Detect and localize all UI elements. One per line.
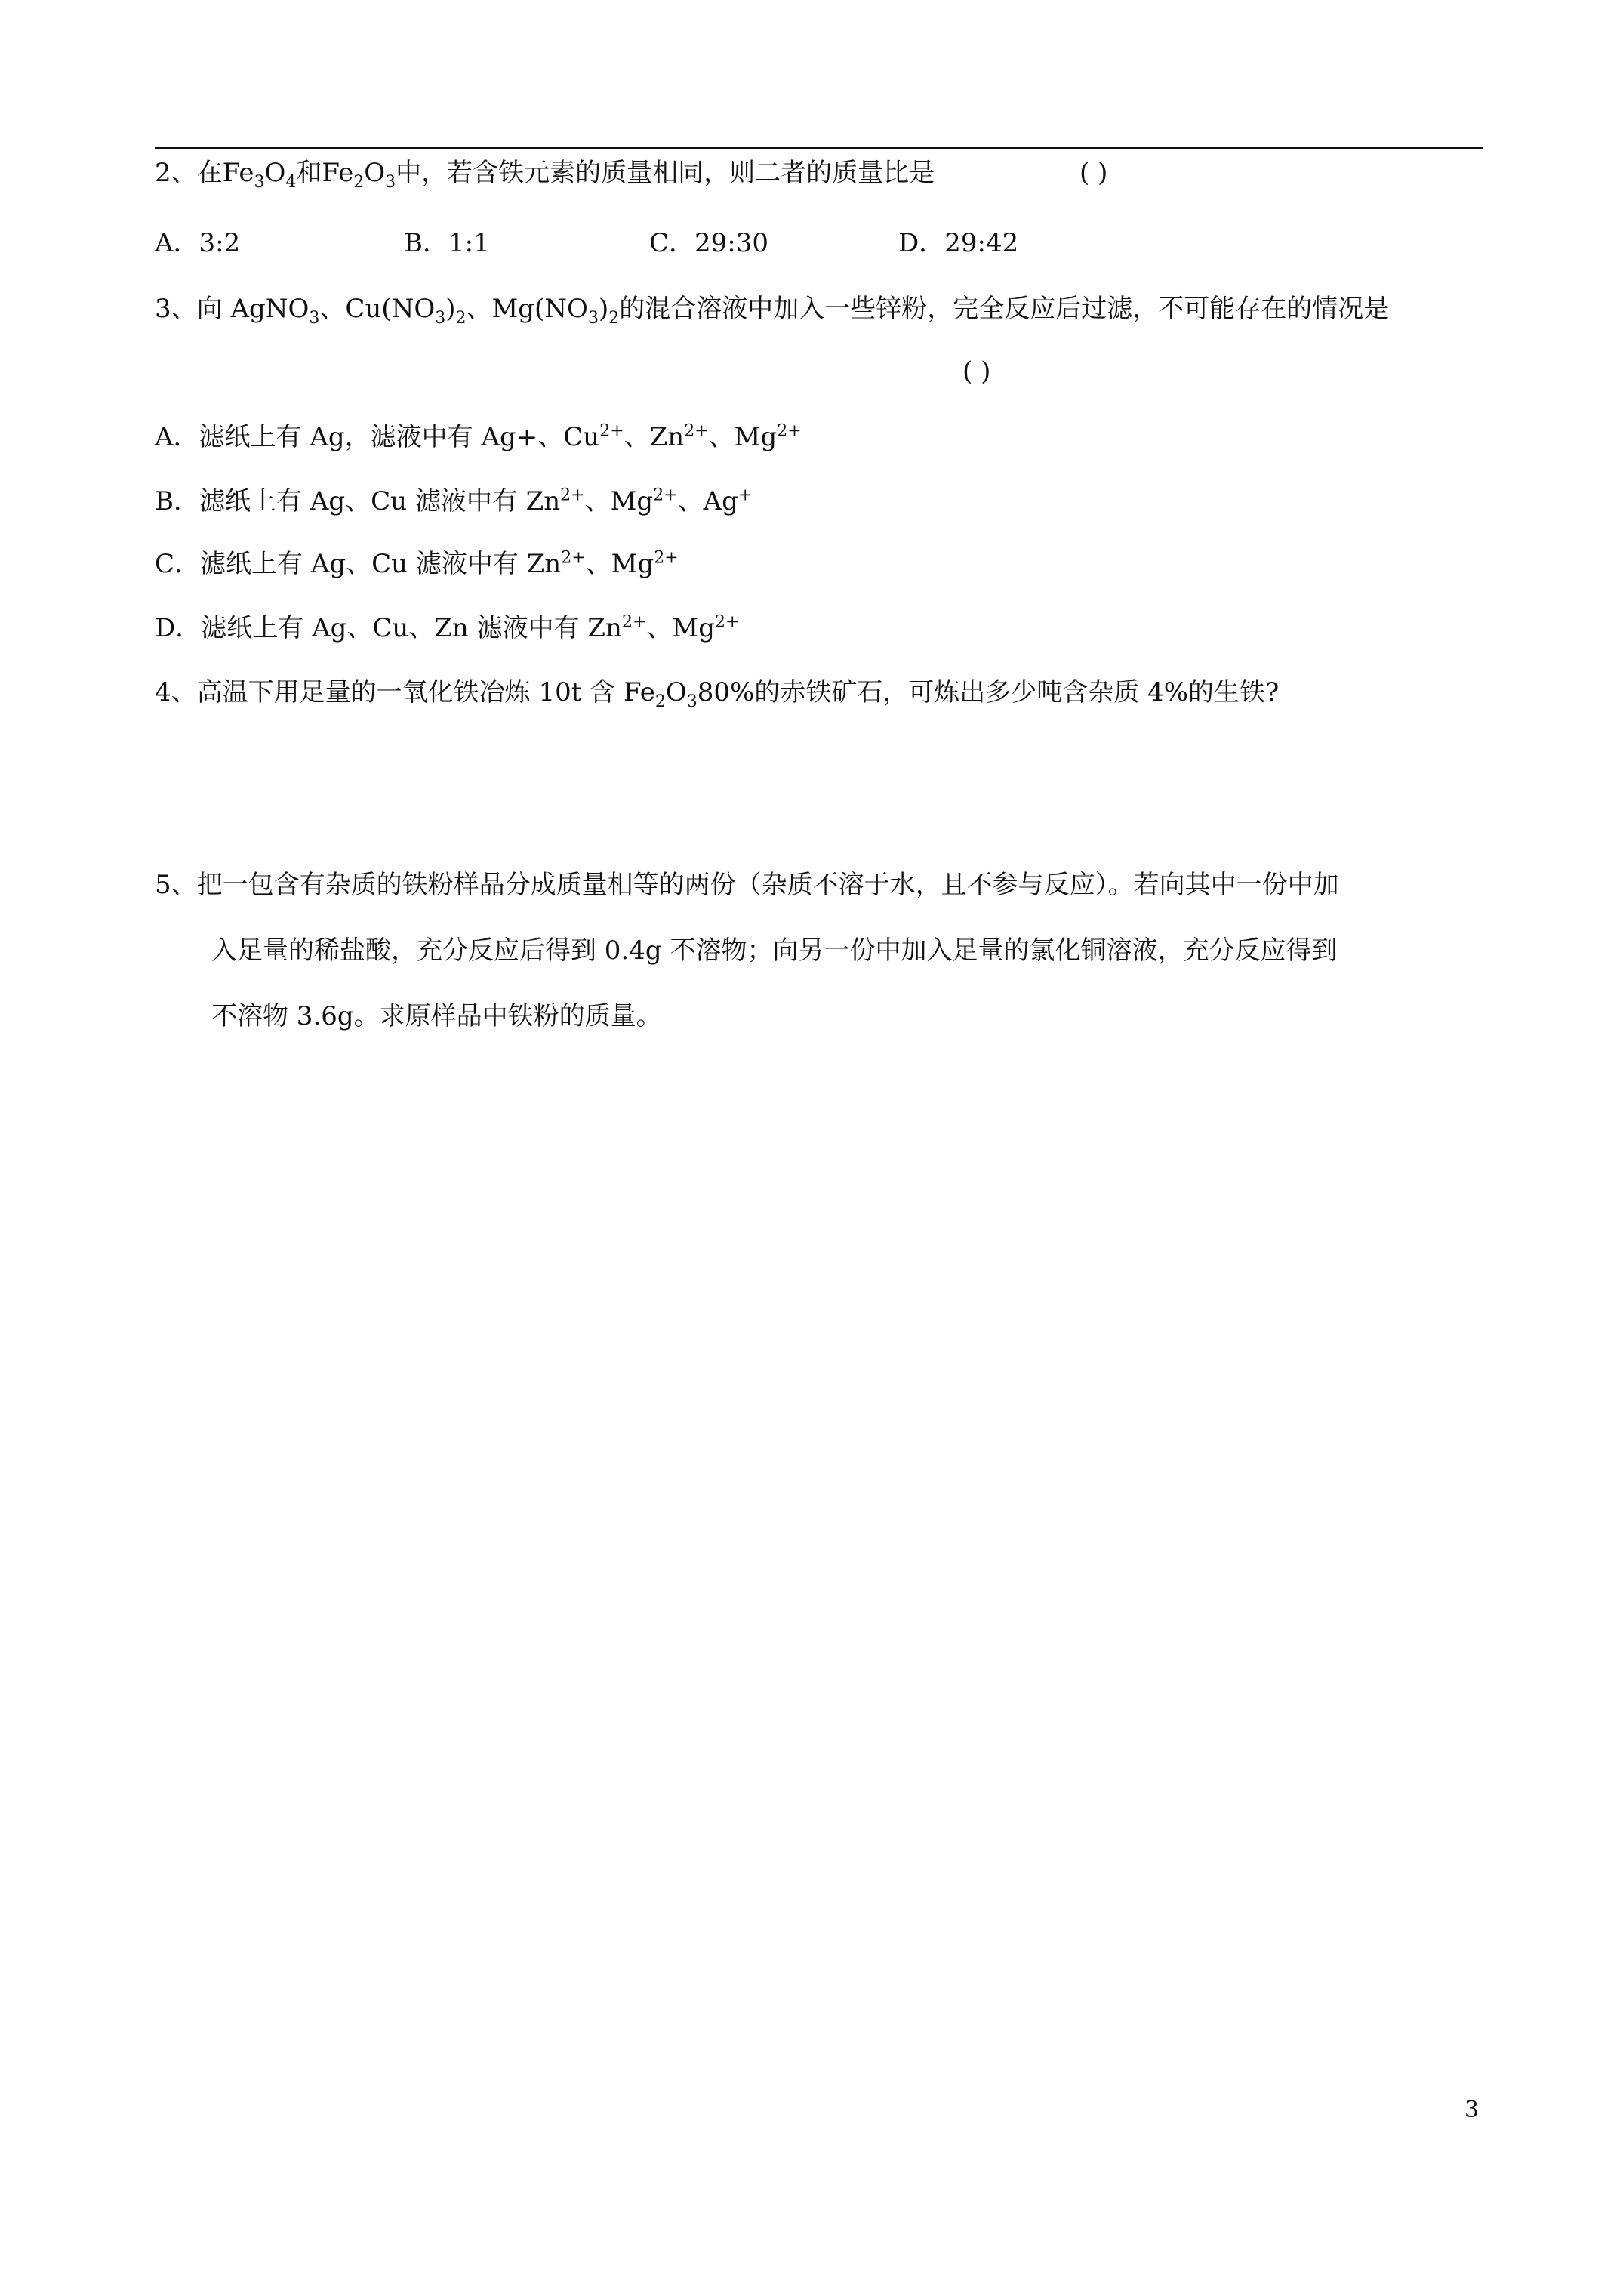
header-rule bbox=[155, 147, 1483, 149]
question-5-line-2: 入足量的稀盐酸，充分反应后得到 0.4g 不溶物；向另一份中加入足量的氯化铜溶液，充分反应得到 bbox=[211, 935, 1338, 966]
question-3-option-a: A．滤纸上有 Ag，滤液中有 Ag+、$Cu^{2+}$、$Zn^{2+}$、$Mg^{2+}$ bbox=[155, 421, 802, 452]
question-3-stem: 3、向 AgNO$_3$、$Cu(NO_3)_2$、$Mg(NO_3)_2$的混合溶液中加入一些锌粉，完全反应后过滤，不可能存在的情况是 bbox=[155, 294, 1390, 328]
question-2-stem: 2、在$Fe_3O_4$和$Fe_2O_3$中，若含铁元素的质量相同，则二者的质量比是 bbox=[155, 158, 935, 192]
question-2-answer-paren: ( ) bbox=[1079, 158, 1108, 188]
option-b: B．1:1 bbox=[404, 228, 490, 258]
question-3-option-d: D．滤纸上有 Ag、Cu、Zn 滤液中有 $Zn^{2+}$、$Mg^{2+}$ bbox=[155, 612, 740, 643]
question-3-answer-paren: ( ) bbox=[962, 356, 991, 387]
question-2-options bbox=[155, 225, 1483, 261]
question-5-line-1: 5、把一包含有杂质的铁粉样品分成质量相等的两份（杂质不溶于水，且不参与反应）。若向其中一份中加 bbox=[155, 870, 1339, 900]
question-5-line-3: 不溶物 3.6g。求原样品中铁粉的质量。 bbox=[211, 1001, 662, 1031]
question-3-option-b: B．滤纸上有 Ag、Cu 滤液中有 $Zn^{2+}$、$Mg^{2+}$、Ag+ bbox=[155, 485, 753, 516]
option-a: A．3:2 bbox=[155, 228, 241, 258]
option-d: D．29:42 bbox=[898, 228, 1019, 258]
question-3-option-c: C．滤纸上有 Ag、Cu 滤液中有 $Zn^{2+}$、$Mg^{2+}$ bbox=[155, 548, 679, 579]
question-4-stem: 4、高温下用足量的一氧化铁冶炼 10t 含 $Fe_2O_380\%$的赤铁矿石，可炼出多少吨含杂质 4%的生铁? bbox=[155, 677, 1280, 711]
option-c: C．29:30 bbox=[649, 228, 768, 258]
page-number: 3 bbox=[1464, 2097, 1480, 2123]
